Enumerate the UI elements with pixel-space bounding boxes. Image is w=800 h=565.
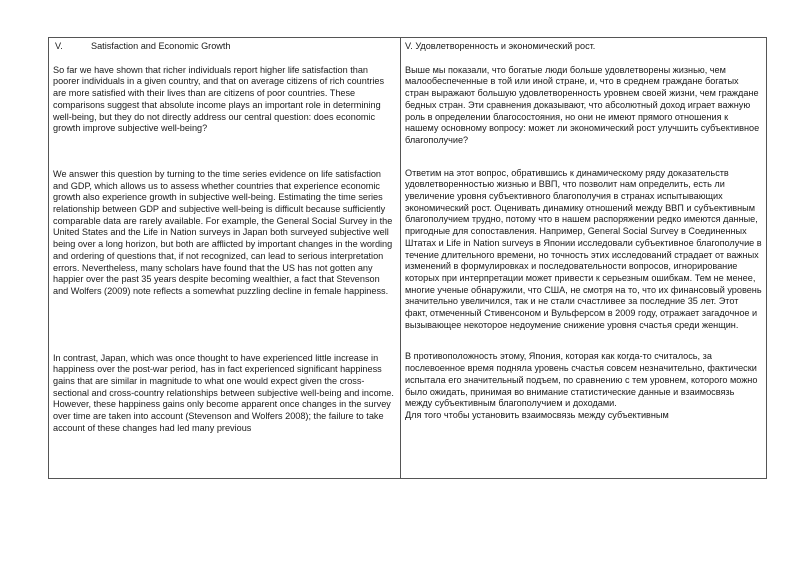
en-paragraph-2: We answer this question by turning to the time series evidence on life satisfaction and GDP, which allows us to assess whether countries that experience economic growth also experience growth in subjective well-being. Estimating the time series relationship between GDP and subjective well-being is difficult because sufficiently comparable data are rarely available. For example, the General Social Survey in the United States and the Life in Nation surveys in Japan both surveyed subjective well being over a long horizon, but both are afflicted by important changes in the wording and ordering of questions that, if not recognized, can lead to serious interpretation errors. Nevertheless, many scholars have found that the US has not gotten any happier over the past 35 years despite becoming wealthier, a fact that Stevenson and Wolfers (2009) note reflects a somewhat puzzling decline in female happiness.	[53, 168, 393, 296]
section-heading-en	[53, 41, 396, 53]
section-title: Satisfaction and Economic Growth	[91, 41, 231, 51]
en-paragraph-1: So far we have shown that richer individuals report higher life satisfaction than poorer individuals in a given country, and that on average citizens of rich countries are more satisfied with their lives than are citizens of poor countries. These comparisons suggest that absolute income plays an important role in determining well-being, but they do not directly address our central question: does economic growth improve subjective well-being?	[53, 64, 385, 134]
russian-column	[401, 38, 767, 479]
english-column	[49, 38, 401, 479]
ru-paragraph-2: Ответим на этот вопрос, обратившись к динамическому ряду доказательств удовлетворенностью жизнью и ВВП, что позволит нам определить, есть ли увеличение уровня субъективного благополучия в странах испытывающих экономический рост. Оценивать динамику отношений между ВВП и субъективным благополучием трудно, потому что в нашем распоряжении редко имеются данные, пригодные для сопоставления. Например, General Social Survey в Соединенных Штатах и Life in Nation surveys в Японии исследовали субъективное благополучие в течение длительного времени, но точность этих исследований страдает от важных изменений в формулировках и последовательности вопросов, игнорирование которых при интерпретации может привести к серьезным ошибкам. Тем не менее, многие ученые обнаружили, что США, не смотря на то, что их финансовый уровень значительно увеличился, так и не стали счастливее за последние 35 лет. Этот факт, отмеченный Стивенсоном и Вульферсом в 2009 году, отражает загадочное и вызывающее некоторое недоумение снижение уровня счастья среди женщин.	[405, 167, 762, 330]
section-heading-ru: V. Удовлетворенность и экономический рост.	[405, 41, 596, 51]
en-paragraph-3: In contrast, Japan, which was once thought to have experienced little increase in happiness over the post-war period, has in fact experienced significant happiness gains that are similar in magnitude to what one would expect given the cross-sectional and cross-country relationships between subjective well-being and income. However, these happiness gains only become apparent once changes in the survey over time are taken into account (Stevenson and Wolfers 2008); the failure to take account of these changes had led many previous	[53, 352, 394, 433]
ru-paragraph-1: Выше мы показали, что богатые люди больше удовлетворены жизнью, чем малообеспеченные в той или иной стране, и, что в среднем граждане богатых стран выражают большую удовлетворенность уровнем своей жизни, чем граждане бедных стран. Эти сравнения доказывают, что абсолютный доход играет важную роль в определении благосостояния, но они не имеют прямого отношения к нашему основному вопросу: может ли экономический рост улучшить субъективное благополучие?	[405, 64, 760, 145]
bilingual-translation-table	[48, 37, 767, 479]
ru-paragraph-4: Для того чтобы установить взаимосвязь между субъективным	[405, 409, 669, 420]
section-number: V.	[55, 41, 63, 51]
table-row	[49, 38, 767, 479]
ru-paragraph-3: В противоположность этому, Япония, которая как когда-то считалось, за послевоенное время подняла уровень счастья совсем незначительно, фактически испытала его значительный подъем, по сравнению с тем уровнем, которого можно было ожидать, принимая во внимание статистические данные и взаимосвязь между субъективным благополучием и доходами.	[405, 351, 758, 409]
